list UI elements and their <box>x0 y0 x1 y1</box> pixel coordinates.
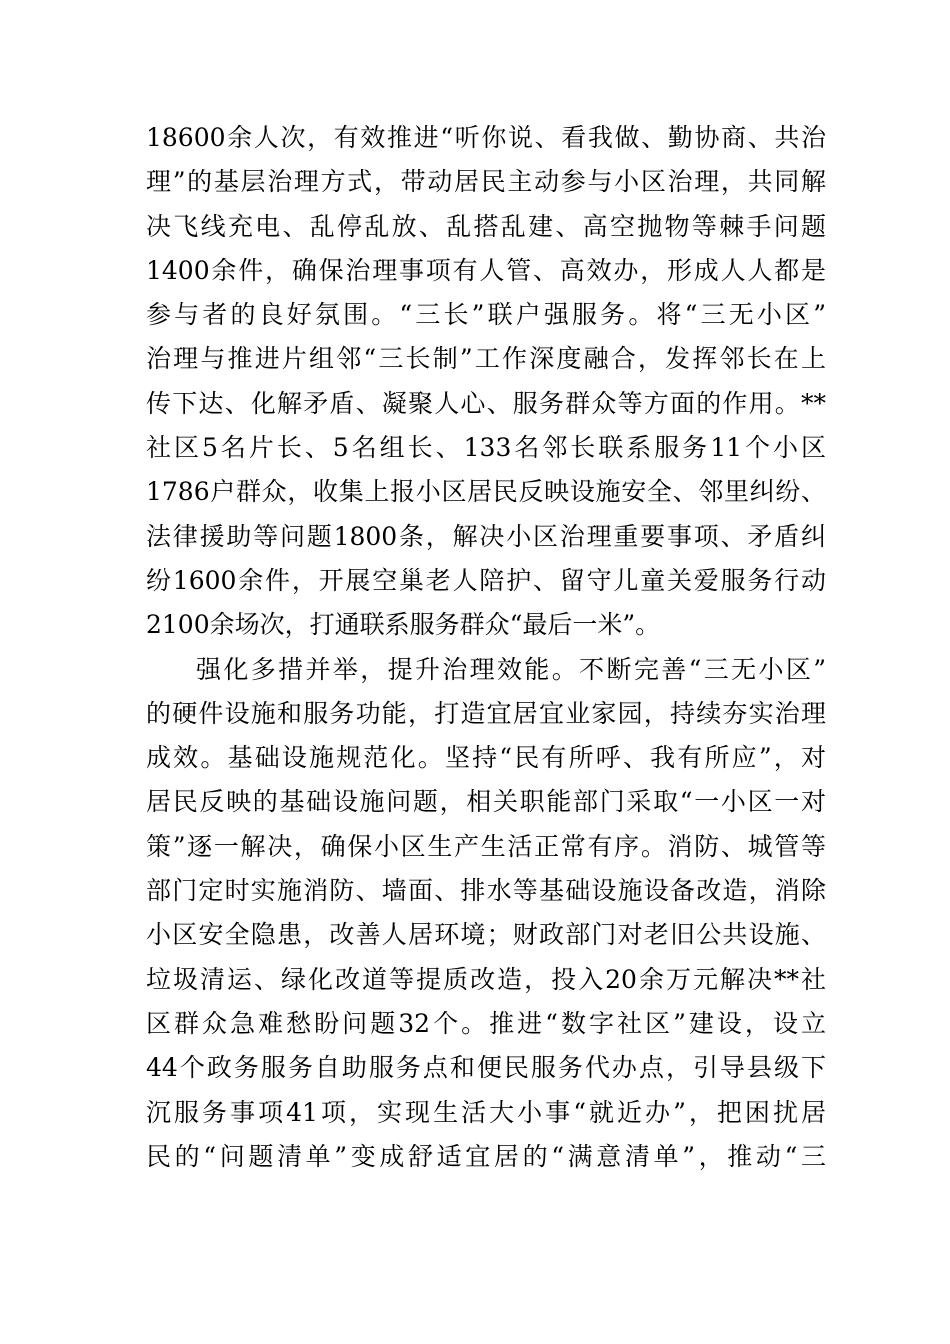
text-line: 18600余人次，有效推进“听你说、看我做、勤协商、共治 <box>146 123 826 152</box>
text-line: 强化多措并举，提升治理效能。不断完善“三无小区” <box>196 654 826 684</box>
text-line: 居民反映的基础设施问题，相关职能部门采取“一小区一对 <box>146 787 826 817</box>
text-line: 决飞线充电、乱停乱放、乱搭乱建、高空抛物等棘手问题 <box>146 211 826 241</box>
paragraph-1 <box>146 116 826 648</box>
text-line: 纷1600余件，开展空巢老人陪护、留守儿童关爱服务行动 <box>146 565 826 595</box>
text-line: 参与者的良好氛围。“三长”联户强服务。将“三无小区” <box>146 300 826 330</box>
text-line: 民的“问题清单”变成舒适宜居的“满意清单”，推动“三 <box>146 1141 826 1171</box>
text-line: 1786户群众，收集上报小区居民反映设施安全、邻里纠纷、 <box>146 477 826 507</box>
text-line: 成效。基础设施规范化。坚持“民有所呼、我有所应”，对 <box>146 743 826 773</box>
text-line: 沉服务事项41项，实现生活大小事“就近办”，把困扰居 <box>146 1097 826 1127</box>
text-line: 法律援助等问题1800条，解决小区治理重要事项、矛盾纠 <box>146 521 826 551</box>
text-line: 44个政务服务自助服务点和便民服务代办点，引导县级下 <box>146 1053 826 1083</box>
text-line: 的硬件设施和服务功能，打造宜居宜业家园，持续夯实治理 <box>146 698 826 728</box>
text-line: 2100余场次，打通联系服务群众“最后一米”。 <box>146 610 661 640</box>
text-line: 策”逐一解决，确保小区生产生活正常有序。消防、城管等 <box>146 831 826 861</box>
text-line: 1400余件，确保治理事项有人管、高效办，形成人人都是 <box>146 255 826 285</box>
text-line: 垃圾清运、绿化改道等提质改造，投入20余万元解决**社 <box>146 964 826 994</box>
text-line: 小区安全隐患，改善人居环境；财政部门对老旧公共设施、 <box>146 920 826 950</box>
text-line: 部门定时实施消防、墙面、排水等基础设施设备改造，消除 <box>146 876 826 906</box>
document-body <box>146 116 826 1179</box>
text-line: 社区5名片长、5名组长、133名邻长联系服务11个小区 <box>146 433 826 463</box>
text-line: 区群众急难愁盼问题32个。推进“数字社区”建设，设立 <box>146 1008 826 1038</box>
text-line: 传下达、化解矛盾、凝聚人心、服务群众等方面的作用。** <box>146 388 826 418</box>
text-line: 治理与推进片组邻“三长制”工作深度融合，发挥邻长在上 <box>146 344 826 374</box>
paragraph-2 <box>146 648 826 1180</box>
text-line: 理”的基层治理方式，带动居民主动参与小区治理，共同解 <box>146 167 826 197</box>
